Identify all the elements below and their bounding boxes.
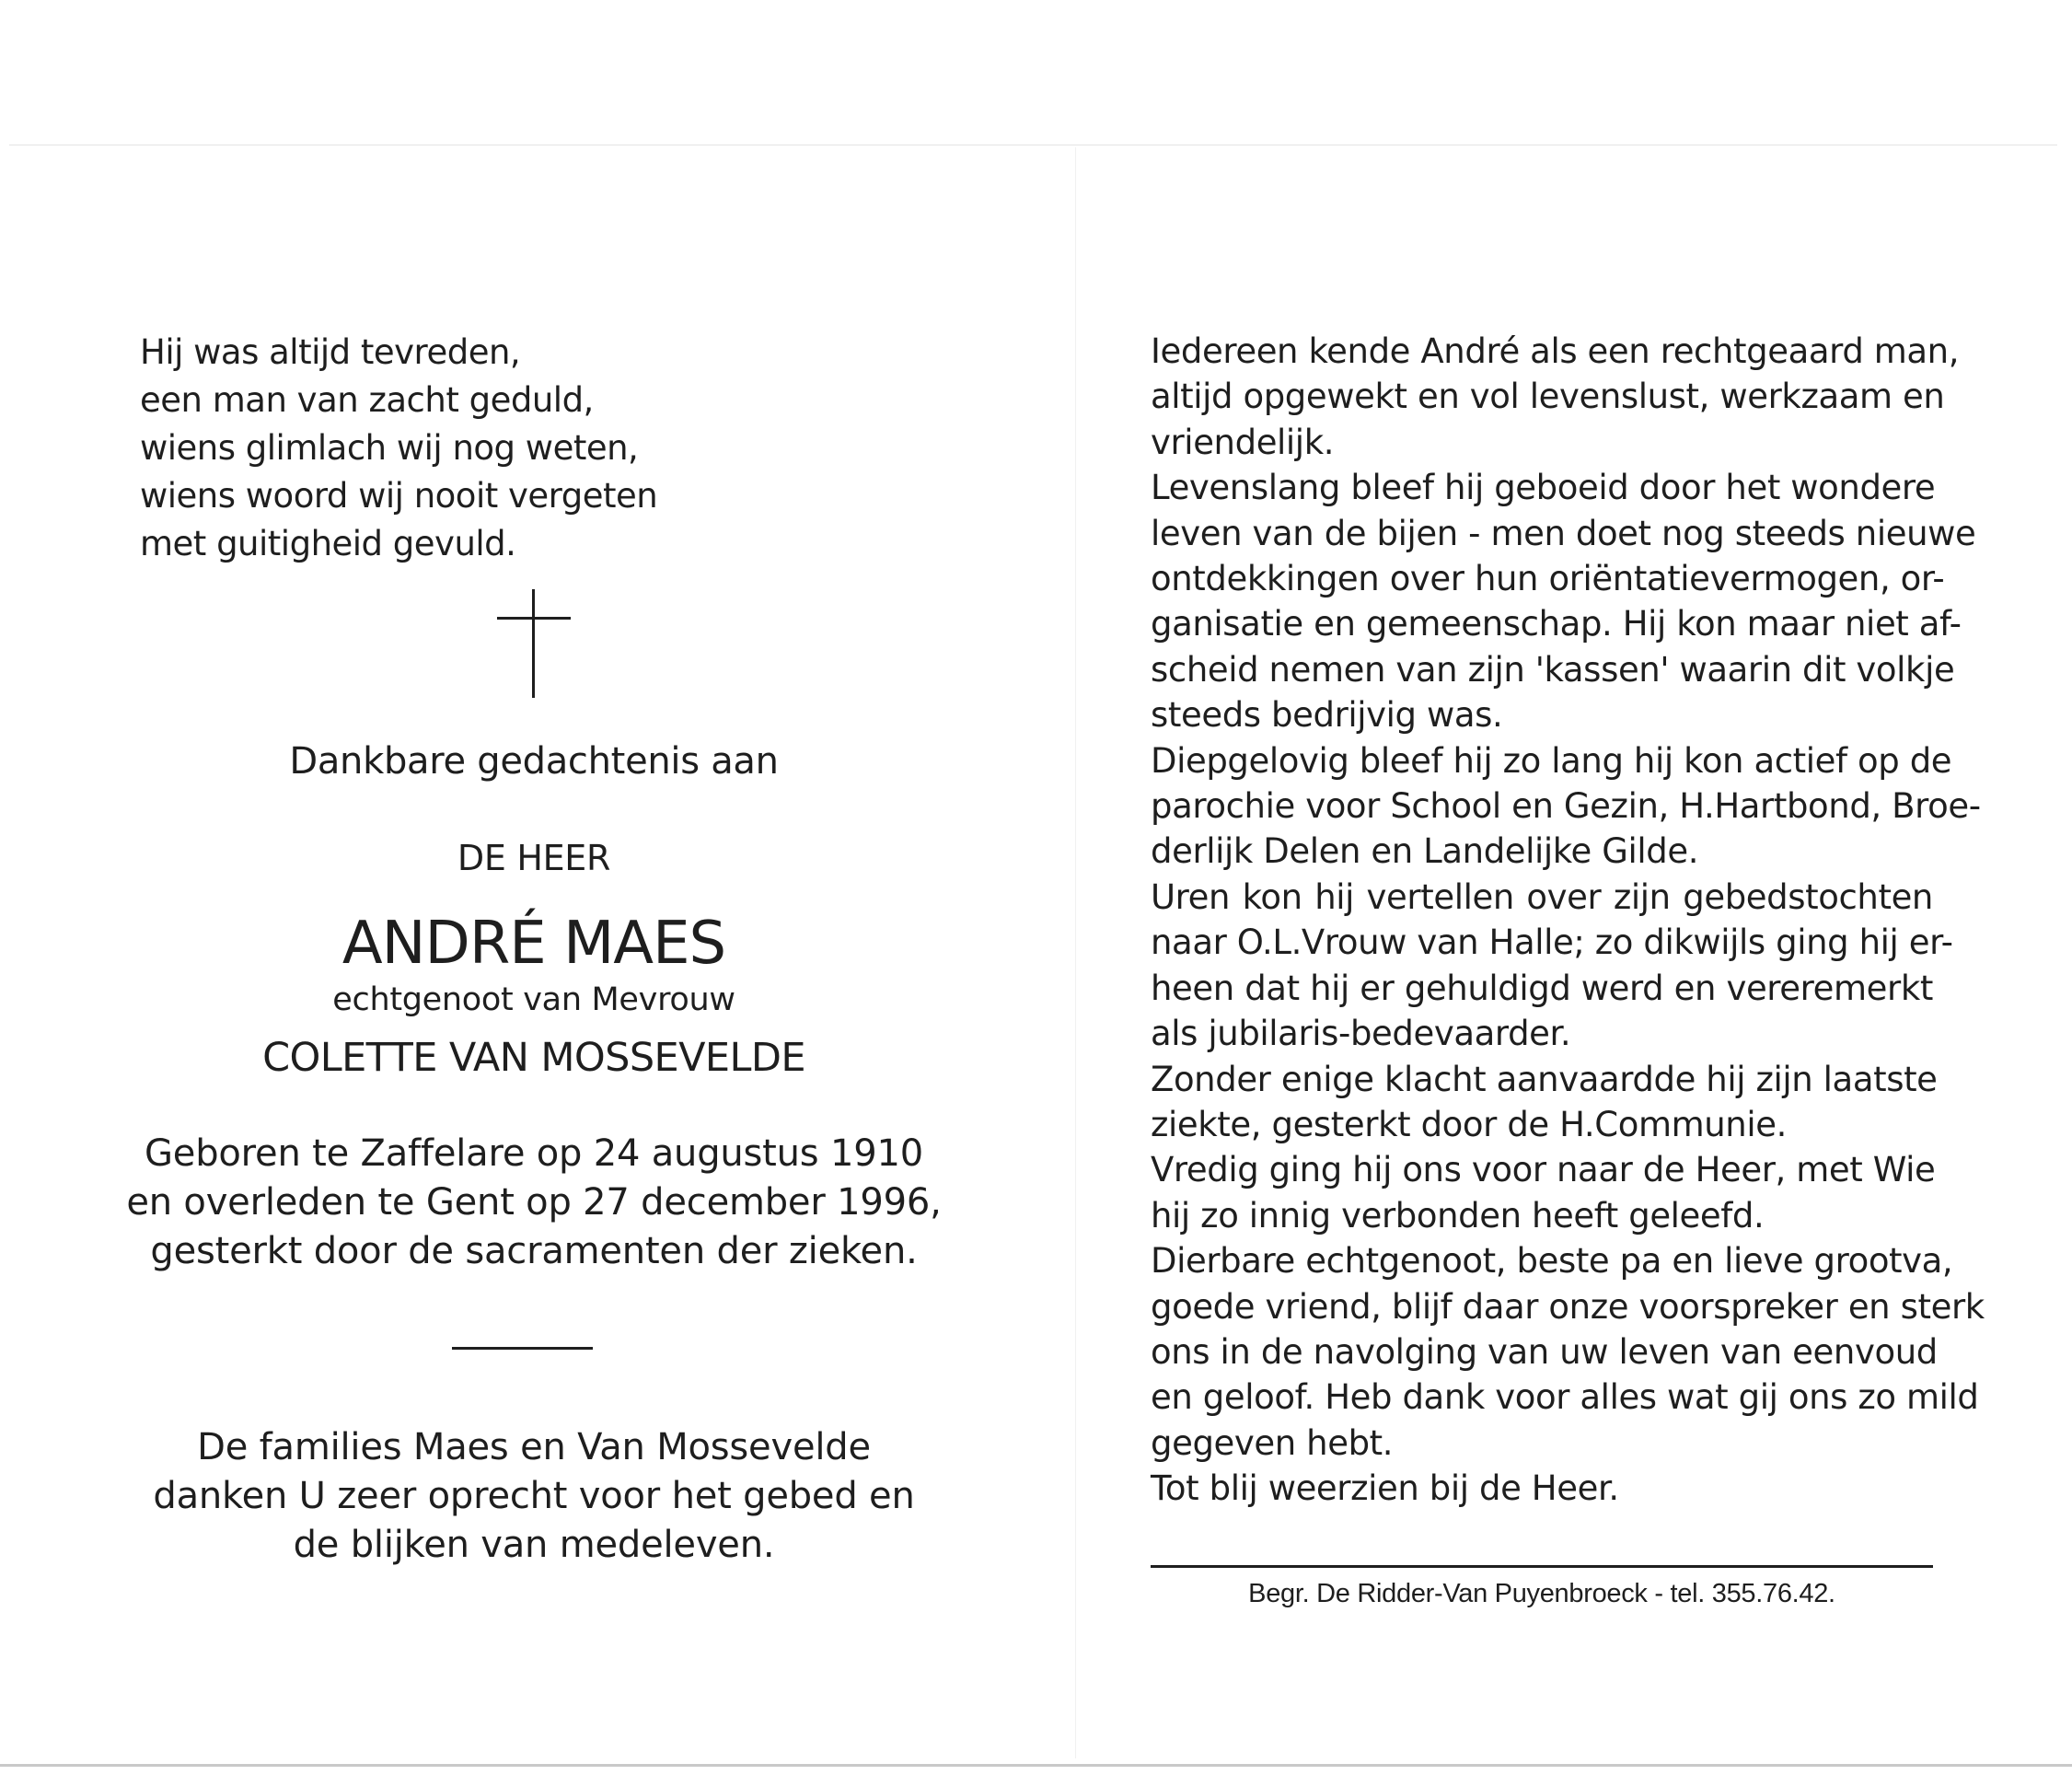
birth-death-details xyxy=(120,1130,948,1276)
poem-line: wiens woord wij nooit vergeten xyxy=(140,476,658,516)
bio-line: ons in de navolging van uw leven van eenvoud xyxy=(1151,1331,1938,1372)
family-thanks xyxy=(120,1423,948,1570)
bio-line: leven van de bijen - men doet nog steeds nieuwe xyxy=(1151,513,1976,553)
bio-line: Tot blij weerzien bij de Heer. xyxy=(1151,1468,1619,1509)
biography xyxy=(1151,329,1985,1512)
life-line: en overleden te Gent op 27 december 1996, xyxy=(126,1181,942,1224)
thanks-line: de blijken van medeleven. xyxy=(293,1524,775,1566)
card-fold xyxy=(1075,147,1076,1758)
bio-line: naar O.L.Vrouw van Halle; zo dikwijls ging hij er- xyxy=(1151,922,1953,963)
bio-line: Levenslang bleef hij geboeid door het wondere xyxy=(1151,468,1936,508)
card-bottom-edge xyxy=(0,1764,2072,1767)
poem-line: wiens glimlach wij nog weten, xyxy=(140,428,639,468)
bio-line: steeds bedrijvig was. xyxy=(1151,695,1503,736)
spouse-label: echtgenoot van Mevrouw xyxy=(332,981,735,1018)
bio-line: goede vriend, blijf daar onze voorspreker en sterk xyxy=(1151,1286,1985,1327)
honorific-title: DE HEER xyxy=(457,838,611,878)
bio-line: hij zo innig verbonden heeft geleefd. xyxy=(1151,1195,1765,1236)
poem-line: een man van zacht geduld, xyxy=(140,380,594,420)
cross-icon xyxy=(497,589,571,698)
bio-line: derlijk Delen en Landelijke Gilde. xyxy=(1151,831,1699,872)
printer-imprint: Begr. De Ridder-Van Puyenbroeck - tel. 355.76.42. xyxy=(1248,1579,1835,1608)
bio-line: ziekte, gesterkt door de H.Communie. xyxy=(1151,1104,1787,1144)
bio-line: Vredig ging hij ons voor naar de Heer, met Wie xyxy=(1151,1150,1936,1190)
bio-line: Iedereen kende André als een rechtgeaard man, xyxy=(1151,331,1960,371)
bio-line: parochie voor School en Gezin, H.Hartbond, Broe- xyxy=(1151,786,1981,827)
bio-line: Zonder enige klacht aanvaardde hij zijn laatste xyxy=(1151,1059,1938,1099)
bio-line: heen dat hij er gehuldigd werd en vereremerkt xyxy=(1151,968,1933,1008)
bio-line: Uren kon hij vertellen over zijn gebedstochten xyxy=(1151,876,1933,917)
bio-line: altijd opgewekt en vol levenslust, werkzaam en xyxy=(1151,377,1945,417)
bio-line: Dierbare echtgenoot, beste pa en lieve grootva, xyxy=(1151,1241,1953,1282)
footer-rule xyxy=(1151,1565,1933,1568)
life-line: Geboren te Zaffelare op 24 augustus 1910 xyxy=(145,1132,923,1175)
bio-line: gegeven hebt. xyxy=(1151,1422,1394,1463)
bio-line: Diepgelovig bleef hij zo lang hij kon actief op de xyxy=(1151,740,1952,781)
thanks-line: danken U zeer oprecht voor het gebed en xyxy=(153,1475,915,1517)
poem-line: met guitigheid gevuld. xyxy=(140,524,516,563)
dedication-intro: Dankbare gedachtenis aan xyxy=(289,740,779,783)
divider xyxy=(452,1347,593,1350)
poem-line: Hij was altijd tevreden, xyxy=(140,332,521,372)
bio-line: vriendelijk. xyxy=(1151,422,1335,462)
bio-line: ontdekkingen over hun oriëntatievermogen, or- xyxy=(1151,559,1945,599)
bio-line: ganisatie en gemeenschap. Hij kon maar niet af- xyxy=(1151,604,1962,644)
thanks-line: De families Maes en Van Mossevelde xyxy=(197,1426,871,1468)
bio-line: als jubilaris-bedevaarder. xyxy=(1151,1014,1571,1054)
spouse-name: COLETTE VAN MOSSEVELDE xyxy=(262,1035,805,1081)
life-line: gesterkt door de sacramenten der zieken. xyxy=(150,1230,918,1272)
memorial-poem xyxy=(140,329,784,568)
bio-line: en geloof. Heb dank voor alles wat gij ons zo mild xyxy=(1151,1377,1979,1418)
deceased-name: ANDRÉ MAES xyxy=(341,910,726,978)
bio-line: scheid nemen van zijn 'kassen' waarin dit volkje xyxy=(1151,649,1955,690)
